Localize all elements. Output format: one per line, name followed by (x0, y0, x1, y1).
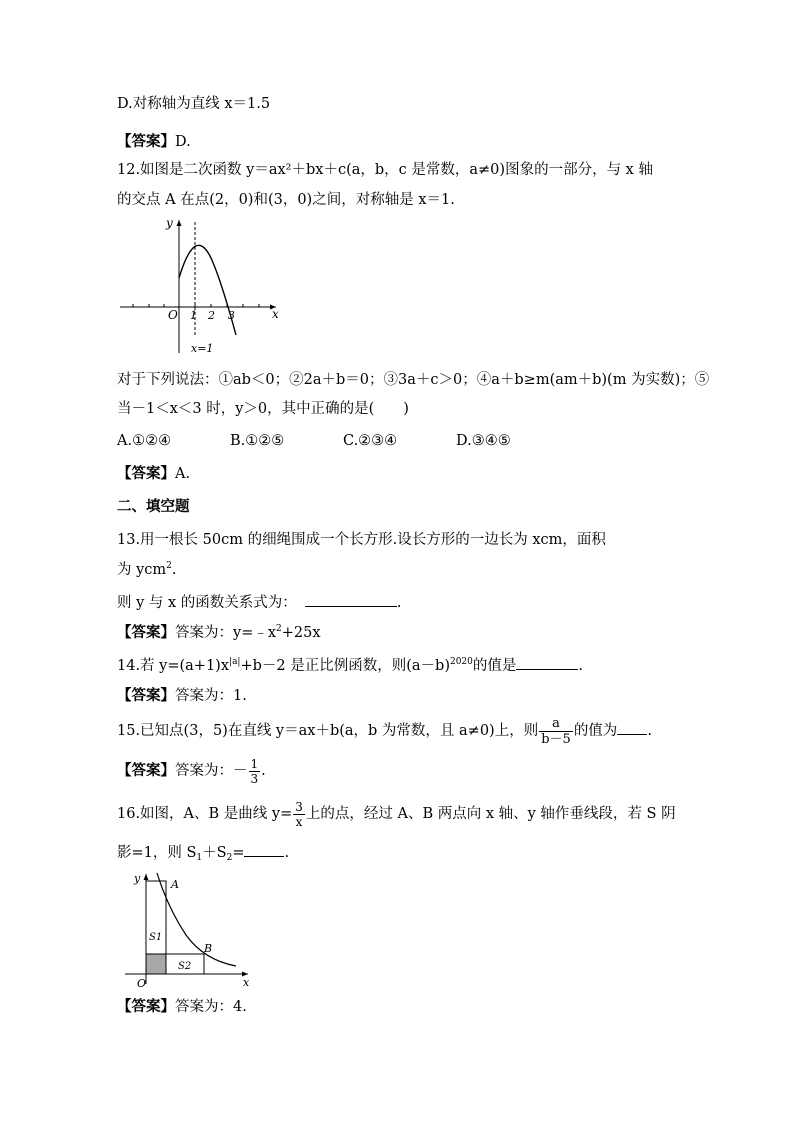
y-label: y (134, 872, 141, 885)
q15-stem: 15.已知点(3，5)在直线 y＝ax＋b(a，b 为常数，且 a≠0)上，则 $\frac{a}{b-5}$ 的值为 . (117, 715, 652, 747)
q12-options (117, 431, 511, 451)
answer-blank (244, 842, 284, 857)
point-b-label: B (204, 942, 213, 955)
answer-tag: 【答案】 (117, 763, 175, 779)
q12-answer (117, 464, 190, 484)
q14-answer: 【答案】答案为：1. (117, 688, 247, 704)
x-label: x (243, 976, 250, 989)
tick-label-1: 1 (190, 309, 197, 322)
fraction: $\frac{a}{b-5}$ (541, 715, 571, 747)
q16-answer: 【答案】答案为：4. (117, 999, 247, 1015)
point-a-label: A (171, 878, 179, 891)
answer-tag: 【答案】 (117, 134, 175, 150)
option-d: D.③④⑤ (456, 433, 511, 449)
q13-stem-line1: 13.用一根长 50cm 的细绳围成一个长方形.设长方形的一边长为 xcm，面积 (117, 532, 606, 548)
answer-text: A. (175, 466, 191, 482)
q12-statements-line2: 当－1＜x＜3 时，y＞0，其中正确的是( ) (117, 401, 409, 417)
q11-option-d: D.对称轴为直线 x＝1.5 (117, 96, 271, 112)
q13-answer: 【答案】答案为：$y=﹣x^2+25x$ (117, 624, 321, 641)
y-axis-arrow (177, 220, 182, 226)
origin-label: O (137, 977, 147, 990)
q12-parabola-figure (118, 215, 283, 360)
s1-label: S1 (149, 932, 163, 943)
fraction: $\frac{1}{3}$ (250, 756, 259, 786)
answer-text: D. (175, 134, 191, 150)
option-b: B.①②⑤ (230, 433, 285, 449)
section-title: 二、填空题 (117, 499, 190, 515)
q16-stem-line1: 16.如图，A、B 是曲线 y= $\frac{3}{x}$ 上的点，经过 A、B 两点向 x 轴、y 轴作垂线段，若 S 阴 (117, 799, 676, 829)
answer-tag: 【答案】 (117, 999, 175, 1015)
answer-blank (617, 720, 647, 735)
tick-label-3: 3 (228, 309, 235, 322)
option-a: A.①②④ (117, 433, 172, 449)
q12-statements-line1: 对于下列说法：①ab＜0；②2a＋b＝0；③3a＋c＞0；④a＋b≥m(am＋b)(m 为实数)；⑤ (117, 372, 710, 388)
y-axis-arrow (144, 874, 149, 880)
y-label: y (166, 216, 173, 230)
option-c: C.②③④ (343, 433, 398, 449)
answer-blank (305, 592, 397, 607)
q12-stem-line1: 12.如图是二次函数 y＝ax²＋bx＋c(a，b，c 是常数，a≠0)图象的一部分，与 x 轴 (117, 162, 653, 178)
fraction: $\frac{3}{x}$ (295, 799, 303, 829)
answer-tag: 【答案】 (117, 688, 175, 704)
q13-stem-line3: 则 y 与 x 的函数关系式为： . (117, 592, 401, 613)
shaded-region (146, 954, 166, 974)
q12-stem-line2: 的交点 A 在点(2，0)和(3，0)之间，对称轴是 x＝1. (117, 192, 455, 208)
q15-answer: 【答案】答案为：－ $\frac{1}{3}$ . (117, 756, 266, 786)
q14-stem: 14.若 $y=(a+1)x^{|a|}+b-2$ 是正比例函数，则$(a-b)^{2020}$的值是 . (117, 657, 583, 674)
symmetry-axis-label: x=1 (191, 342, 214, 355)
x-label: x (272, 307, 279, 321)
q16-hyperbola-figure (122, 868, 254, 990)
answer-blank (516, 655, 578, 670)
origin-label: O (168, 308, 178, 322)
answer-tag: 【答案】 (117, 625, 175, 641)
tick-label-2: 2 (208, 309, 215, 322)
q11-answer (117, 132, 191, 152)
q16-stem-line2: 影=1，则 $S_1+S_2=$ . (117, 842, 289, 863)
s2-label: S2 (178, 961, 192, 972)
answer-tag: 【答案】 (117, 466, 175, 482)
hyperbola-curve (157, 873, 236, 966)
q13-stem-line2: 为 ycm$^2$. (117, 561, 177, 578)
